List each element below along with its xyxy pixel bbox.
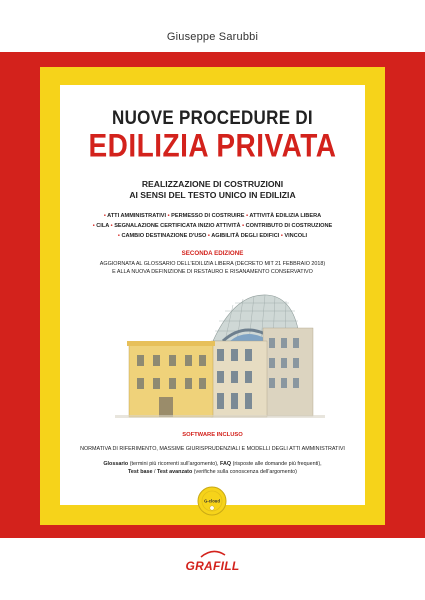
g-cloud-badge-icon (196, 485, 228, 517)
title-line-2: EDILIZIA PRIVATA (88, 127, 337, 164)
topics-line (66, 211, 359, 221)
topic-item: SEGNALAZIONE CERTIFICATA INIZIO ATTIVITÀ (114, 223, 243, 229)
bullet-icon: • (242, 223, 246, 229)
edition-desc-line-2: E ALLA NUOVA DEFINIZIONE DI RESTAURO E RISANAMENTO CONSERVATIVO (112, 269, 313, 275)
author-name: Giuseppe Sarubbi (166, 31, 259, 43)
bullet-icon: • (167, 213, 172, 219)
bullet-icon: • (246, 213, 250, 219)
glossary-term: Glossario (103, 461, 129, 467)
test-separator: / (152, 469, 157, 475)
bullet-icon: • (207, 233, 212, 239)
topic-item: VINCOLI (284, 233, 308, 239)
topics-list (66, 211, 359, 241)
test-desc: (verifiche sulla conoscenza dell'argomento) (192, 469, 297, 475)
badge-label: G-cloud (204, 498, 220, 504)
bullet-icon: • (92, 223, 97, 229)
bullet-icon: • (103, 213, 108, 219)
subtitle-line-2: AI SENSI DEL TESTO UNICO IN EDILIZIA (129, 190, 296, 200)
topic-item: ATTI AMMINISTRATIVI (107, 213, 168, 219)
publisher-logo (0, 549, 425, 573)
topics-line (66, 221, 359, 231)
title-line-1: NUOVE PROCEDURE DI (112, 106, 313, 129)
bullet-icon: • (110, 223, 115, 229)
topic-item: ATTIVITÀ EDILIZIA LIBERA (249, 213, 322, 219)
topic-item: CONTRIBUTO DI COSTRUZIONE (245, 223, 333, 229)
edition-label: SECONDA EDIZIONE (181, 250, 244, 257)
publisher-name: GRAFILL (185, 559, 240, 573)
topic-item: CAMBIO DESTINAZIONE D'USO (121, 233, 208, 239)
normativa-text: NORMATIVA DI RIFERIMENTO, MASSIME GIURISPRUDENZIALI E MODELLI DEGLI ATTI AMMINISTRATIVI (80, 446, 345, 452)
test-advanced-term: Test avanzato (157, 469, 193, 475)
bullet-icon: • (280, 233, 285, 239)
edition-description (60, 260, 365, 276)
bullet-icon: • (117, 233, 122, 239)
test-base-term: Test base (128, 469, 153, 475)
glossary-text (70, 460, 355, 476)
glossary-desc: (termini più ricorrenti sull'argomento), (128, 461, 221, 467)
faq-desc: (risposte alle domande più frequenti), (231, 461, 322, 467)
subtitle-line-1: REALIZZAZIONE DI COSTRUZIONI (141, 179, 284, 189)
edition-desc-line-1: AGGIORNATA AL GLOSSARIO DELL'EDILIZIA LIBERA (DECRETO MIT 21 FEBBRAIO 2018) (99, 261, 326, 267)
subtitle (60, 179, 365, 201)
faq-term: FAQ (220, 461, 232, 467)
topics-line (66, 231, 359, 241)
topic-item: PERMESSO DI COSTRUIRE (171, 213, 247, 219)
software-heading: SOFTWARE INCLUSO (182, 432, 243, 438)
topic-item: AGIBILITÀ DEGLI EDIFICI (211, 233, 281, 239)
building-illustration (115, 283, 325, 418)
topic-item: CILA (96, 223, 111, 229)
publisher-swoosh-icon (199, 549, 227, 559)
